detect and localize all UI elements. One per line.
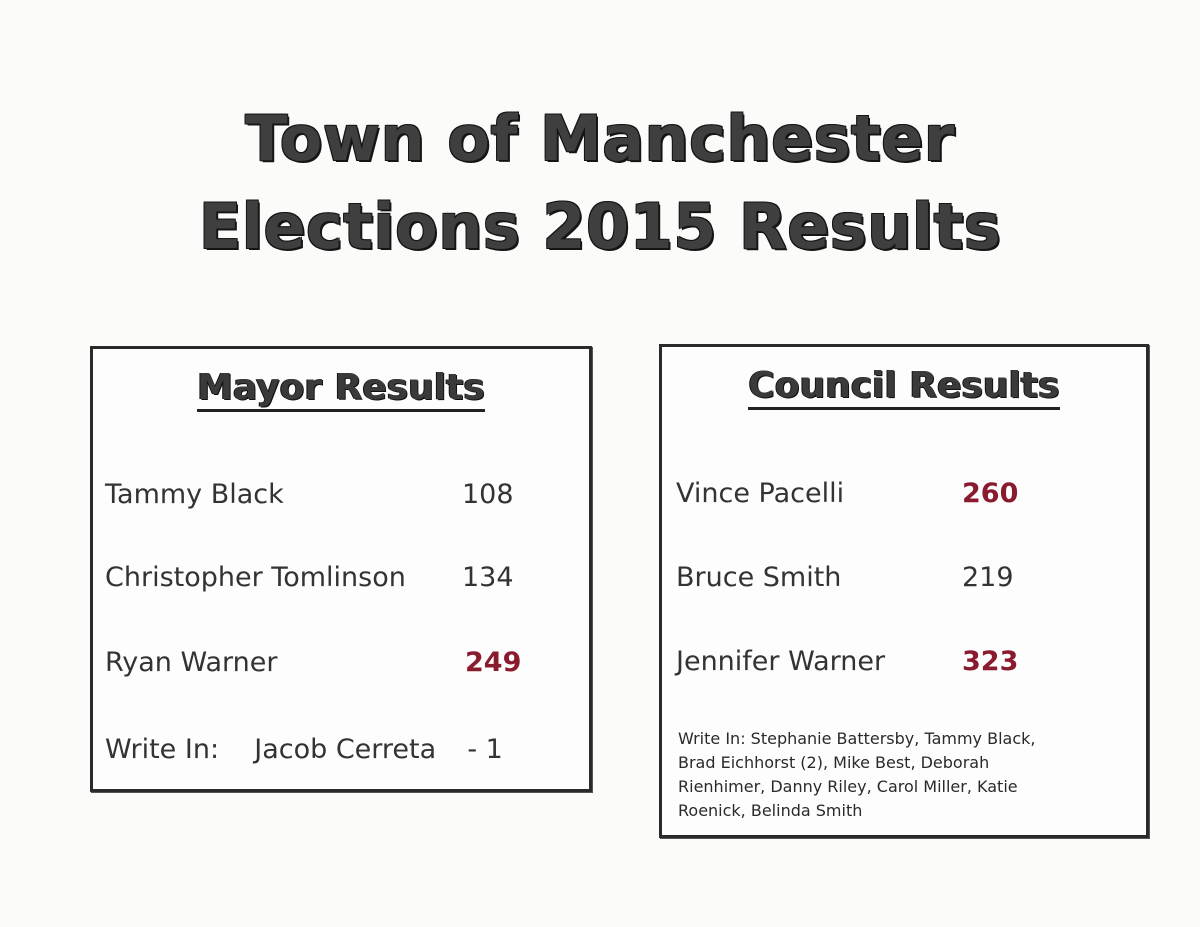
mayor-heading: Mayor Results: [93, 367, 589, 408]
title-line-1: Town of Manchester: [245, 102, 955, 175]
candidate-name: Tammy Black: [105, 479, 284, 510]
council-heading: Council Results: [662, 365, 1146, 406]
candidate-name: Vince Pacelli: [676, 478, 845, 509]
candidate-name: Jennifer Warner: [676, 646, 886, 677]
candidate-votes: 134: [462, 562, 514, 593]
candidate-votes: 108: [462, 479, 514, 510]
candidate-name: Christopher Tomlinson: [105, 562, 406, 593]
candidate-votes-winner: 323: [962, 646, 1019, 677]
candidate-votes: 219: [962, 562, 1014, 593]
write-in-name: Jacob Cerreta: [254, 734, 437, 765]
candidate-name: Bruce Smith: [676, 562, 842, 593]
write-in-votes: - 1: [467, 734, 503, 765]
council-write-in: Write In: Stephanie Battersby, Tammy Black, Brad Eichhorst (2), Mike Best, Deborah Rienhimer, Danny Riley, Carol Miller, Katie Roenick, Belinda Smith: [678, 729, 1036, 820]
candidate-votes-winner: 249: [465, 647, 522, 678]
write-in-label: Write In:: [105, 734, 220, 765]
candidate-name: Ryan Warner: [105, 647, 278, 678]
mayor-write-in: [105, 734, 503, 765]
title-line-2: Elections 2015 Results: [198, 190, 1002, 263]
mayor-results-box: [90, 346, 592, 792]
page-title: [0, 95, 1200, 271]
council-results-box: [659, 344, 1149, 838]
candidate-votes-winner: 260: [962, 478, 1019, 509]
